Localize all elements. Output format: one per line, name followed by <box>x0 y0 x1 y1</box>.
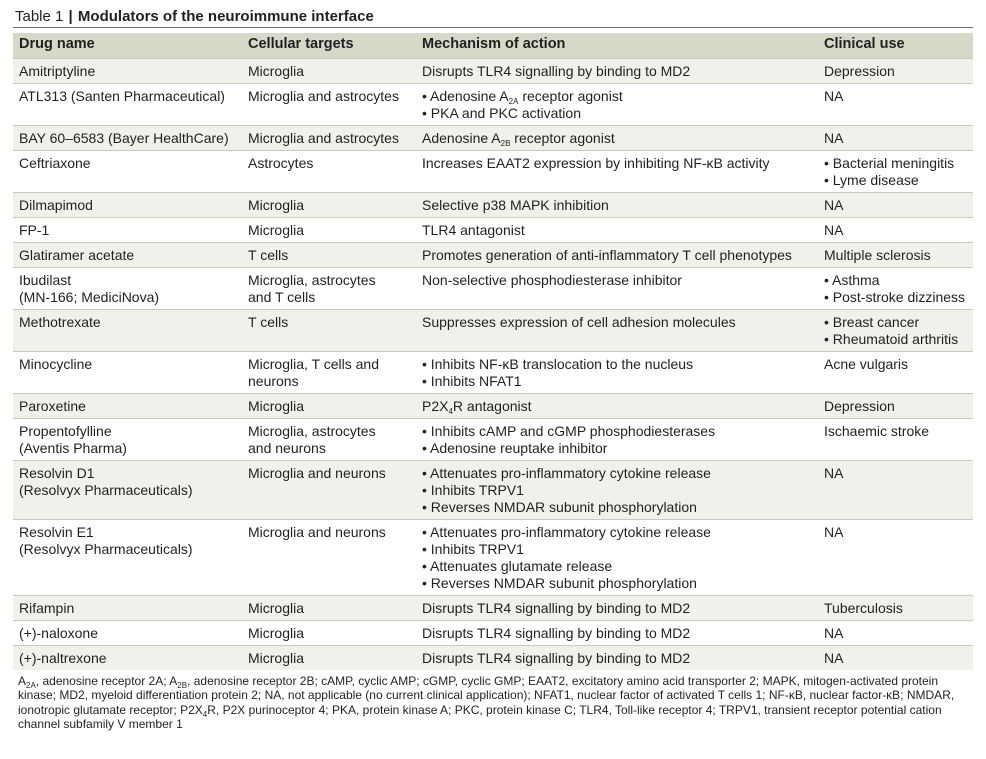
cell-cellular-targets <box>242 351 416 393</box>
cell-line: Resolvin E1 <box>19 523 94 540</box>
cell-line: T cells <box>248 246 289 263</box>
cell-line: Microglia <box>248 649 305 666</box>
cell-line: Paroxetine <box>19 397 86 414</box>
table-row <box>13 460 973 519</box>
cell-line: Microglia <box>248 196 305 213</box>
cell-cellular-targets <box>242 125 416 150</box>
cell-clinical-use <box>818 418 973 460</box>
cell-line: Depression <box>824 397 895 414</box>
cell-cellular-targets <box>242 150 416 192</box>
data-table <box>13 33 973 670</box>
cell-line: Ibudilast <box>19 271 72 288</box>
cell-line: Disrupts TLR4 signalling by binding to MD2 <box>422 62 691 79</box>
cell-cellular-targets <box>242 393 416 418</box>
cell-line: • Inhibits NFAT1 <box>422 372 522 389</box>
cell-drug-name <box>13 393 242 418</box>
table-row <box>13 192 973 217</box>
cell-cellular-targets <box>242 192 416 217</box>
cell-line: Resolvin D1 <box>19 464 95 481</box>
table-row <box>13 595 973 620</box>
table-row <box>13 351 973 393</box>
cell-line: $P2X_4R$ antagonist <box>422 397 532 416</box>
cell-mechanism <box>416 595 818 620</box>
cell-line: and T cells <box>248 288 316 305</box>
cell-clinical-use <box>818 393 973 418</box>
cell-line: (Resolvyx Pharmaceuticals) <box>19 481 193 498</box>
table-row <box>13 418 973 460</box>
cell-line: • Attenuates pro-inflammatory cytokine release <box>422 523 711 540</box>
cell-drug-name <box>13 58 242 83</box>
cell-line: Selective p38 MAPK inhibition <box>422 196 609 213</box>
cell-line: Amitriptyline <box>19 62 96 79</box>
cell-mechanism <box>416 242 818 267</box>
cell-clinical-use <box>818 620 973 645</box>
table-title: Modulators of the neuroimmune interface <box>77 8 374 25</box>
cell-line: • Breast cancer <box>824 313 920 330</box>
cell-line: (MN-166; MediciNova) <box>19 288 160 305</box>
cell-mechanism <box>416 125 818 150</box>
table-row <box>13 217 973 242</box>
cell-mechanism <box>416 393 818 418</box>
cell-cellular-targets <box>242 83 416 125</box>
cell-line: (Aventis Pharma) <box>19 439 127 456</box>
cell-line: Microglia <box>248 62 305 79</box>
cell-line: Disrupts TLR4 signalling by binding to MD2 <box>422 649 691 666</box>
cell-line: FP-1 <box>19 221 50 238</box>
table-row <box>13 58 973 83</box>
cell-line: Microglia, astrocytes <box>248 271 376 288</box>
cell-line: and neurons <box>248 439 326 456</box>
cell-line: Microglia <box>248 599 305 616</box>
cell-line: NA <box>824 87 844 104</box>
cell-mechanism <box>416 150 818 192</box>
table-row <box>13 150 973 192</box>
cell-cellular-targets <box>242 519 416 595</box>
table-row <box>13 519 973 595</box>
cell-mechanism <box>416 460 818 519</box>
cell-mechanism <box>416 620 818 645</box>
cell-line: • Attenuates pro-inflammatory cytokine release <box>422 464 711 481</box>
cell-line: Microglia, T cells and <box>248 355 379 372</box>
cell-line: • Inhibits cAMP and cGMP phosphodiesterases <box>422 422 716 439</box>
cell-line: • Attenuates glutamate release <box>422 557 613 574</box>
cell-drug-name <box>13 418 242 460</box>
cell-cellular-targets <box>242 645 416 670</box>
cell-cellular-targets <box>242 620 416 645</box>
cell-line: • Reverses NMDAR subunit phosphorylation <box>422 574 697 591</box>
cell-mechanism <box>416 519 818 595</box>
cell-drug-name <box>13 351 242 393</box>
cell-line: NA <box>824 464 844 481</box>
table-row <box>13 83 973 125</box>
cell-drug-name <box>13 309 242 351</box>
cell-drug-name <box>13 645 242 670</box>
cell-drug-name <box>13 192 242 217</box>
cell-line: Dilmapimod <box>19 196 93 213</box>
table-caption <box>13 0 973 28</box>
cell-clinical-use <box>818 309 973 351</box>
cell-cellular-targets <box>242 460 416 519</box>
cell-line: • Asthma <box>824 271 880 288</box>
header-row <box>13 33 973 58</box>
cell-clinical-use <box>818 217 973 242</box>
cell-clinical-use <box>818 351 973 393</box>
cell-line: (Resolvyx Pharmaceuticals) <box>19 540 193 557</box>
cell-line: Microglia <box>248 221 305 238</box>
cell-line: Minocycline <box>19 355 93 372</box>
cell-line: T cells <box>248 313 289 330</box>
cell-line: NA <box>824 196 844 213</box>
table-row <box>13 242 973 267</box>
cell-clinical-use <box>818 192 973 217</box>
cell-line: Disrupts TLR4 signalling by binding to MD2 <box>422 624 691 641</box>
cell-line: Microglia and neurons <box>248 464 386 481</box>
table-body <box>13 58 973 670</box>
cell-line: Glatiramer acetate <box>19 246 135 263</box>
cell-line: • Rheumatoid arthritis <box>824 330 959 347</box>
cell-cellular-targets <box>242 242 416 267</box>
cell-line: Microglia and astrocytes <box>248 129 399 146</box>
cell-line: • Reverses NMDAR subunit phosphorylation <box>422 498 697 515</box>
cell-line: Microglia <box>248 624 305 641</box>
cell-drug-name <box>13 519 242 595</box>
table-row <box>13 645 973 670</box>
table-label: Table 1 <box>15 8 64 25</box>
cell-drug-name <box>13 83 242 125</box>
cell-line: NA <box>824 649 844 666</box>
cell-cellular-targets <box>242 217 416 242</box>
cell-line: Propentofylline <box>19 422 112 439</box>
cell-mechanism <box>416 418 818 460</box>
cell-drug-name <box>13 595 242 620</box>
cell-drug-name <box>13 125 242 150</box>
cell-line: Ischaemic stroke <box>824 422 930 439</box>
cell-line: Astrocytes <box>248 154 314 171</box>
cell-line: • PKA and PKC activation <box>422 104 581 121</box>
cell-clinical-use <box>818 83 973 125</box>
cell-drug-name <box>13 242 242 267</box>
cell-line: Acne vulgaris <box>824 355 909 372</box>
cell-line: Adenosine $A_{2B}$ receptor agonist <box>422 129 615 148</box>
cell-line: • Inhibits NF-κB translocation to the nucleus <box>422 355 694 372</box>
cell-line: Multiple sclerosis <box>824 246 931 263</box>
table-row <box>13 309 973 351</box>
cell-clinical-use <box>818 58 973 83</box>
cell-line: • Adenosine $A_{2A}$ receptor agonist <box>422 87 623 106</box>
cell-line: • Adenosine reuptake inhibitor <box>422 439 608 456</box>
cell-line: Promotes generation of anti-inflammatory T cell phenotypes <box>422 246 792 263</box>
cell-clinical-use <box>818 242 973 267</box>
cell-line: Methotrexate <box>19 313 101 330</box>
table-row <box>13 267 973 309</box>
cell-clinical-use <box>818 150 973 192</box>
cell-line: Non-selective phosphodiesterase inhibitor <box>422 271 682 288</box>
header-mechanism: Mechanism of action <box>416 33 818 58</box>
cell-line: • Lyme disease <box>824 171 919 188</box>
cell-clinical-use <box>818 267 973 309</box>
cell-line: • Post-stroke dizziness <box>824 288 966 305</box>
cell-line: Microglia and astrocytes <box>248 87 399 104</box>
cell-line: (+)-naltrexone <box>19 649 107 666</box>
cell-mechanism <box>416 351 818 393</box>
cell-clinical-use <box>818 595 973 620</box>
table-row <box>13 620 973 645</box>
header-clinical-use: Clinical use <box>818 33 973 58</box>
cell-mechanism <box>416 267 818 309</box>
cell-clinical-use <box>818 645 973 670</box>
header-cellular-targets: Cellular targets <box>242 33 416 58</box>
cell-line: TLR4 antagonist <box>422 221 525 238</box>
cell-line: Microglia, astrocytes <box>248 422 376 439</box>
cell-line: Tuberculosis <box>824 599 903 616</box>
cell-mechanism <box>416 58 818 83</box>
cell-cellular-targets <box>242 267 416 309</box>
cell-line: Rifampin <box>19 599 75 616</box>
cell-line: NA <box>824 221 844 238</box>
cell-line: • Inhibits TRPV1 <box>422 481 524 498</box>
header-drug-name: Drug name <box>13 33 242 58</box>
cell-drug-name <box>13 150 242 192</box>
cell-drug-name <box>13 460 242 519</box>
caption-separator: | <box>68 8 73 25</box>
cell-mechanism <box>416 192 818 217</box>
cell-drug-name <box>13 620 242 645</box>
cell-clinical-use <box>818 125 973 150</box>
cell-line: Ceftriaxone <box>19 154 91 171</box>
cell-mechanism <box>416 83 818 125</box>
cell-line: Microglia and neurons <box>248 523 386 540</box>
cell-line: ATL313 (Santen Pharmaceutical) <box>19 87 225 104</box>
cell-cellular-targets <box>242 418 416 460</box>
table-figure <box>13 0 973 732</box>
cell-line: Disrupts TLR4 signalling by binding to MD2 <box>422 599 691 616</box>
table-row <box>13 393 973 418</box>
cell-clinical-use <box>818 460 973 519</box>
cell-line: NA <box>824 523 844 540</box>
table-row <box>13 125 973 150</box>
cell-line: neurons <box>248 372 299 389</box>
cell-line: BAY 60–6583 (Bayer HealthCare) <box>19 129 229 146</box>
cell-mechanism <box>416 309 818 351</box>
cell-cellular-targets <box>242 595 416 620</box>
cell-line: • Bacterial meningitis <box>824 154 955 171</box>
cell-clinical-use <box>818 519 973 595</box>
table-footnote: $A_{2A}$, adenosine receptor 2A; $A_{2B}$, adenosine receptor 2B; cAMP, cyclic AMP; cGMP, cyclic GMP; EAAT2, excitatory amino acid transporter 2; MAPK, mitogen-activated protein kinase; MD2, myeloid differentiation protein 2; NA, not applicable (no current clinical application); NFAT1, nuclear factor of activated T cells 1; NF-κB, nuclear factor-κB; NMDAR, ionotropic glutamate receptor; $P2X_4R$, P2X purinoceptor 4; PKA, protein kinase A; PKC, protein kinase C; TLR4, Toll-like receptor 4; TRPV1, transient receptor potential cation channel subfamily V member 1 <box>18 673 955 732</box>
cell-line: NA <box>824 129 844 146</box>
cell-line: Suppresses expression of cell adhesion molecules <box>422 313 736 330</box>
cell-drug-name <box>13 267 242 309</box>
cell-line: Increases EAAT2 expression by inhibiting NF-κB activity <box>422 154 770 171</box>
cell-cellular-targets <box>242 58 416 83</box>
cell-cellular-targets <box>242 309 416 351</box>
cell-mechanism <box>416 645 818 670</box>
cell-line: NA <box>824 624 844 641</box>
cell-line: • Inhibits TRPV1 <box>422 540 524 557</box>
cell-line: Depression <box>824 62 895 79</box>
cell-line: Microglia <box>248 397 305 414</box>
cell-line: (+)-naloxone <box>19 624 98 641</box>
cell-mechanism <box>416 217 818 242</box>
cell-drug-name <box>13 217 242 242</box>
